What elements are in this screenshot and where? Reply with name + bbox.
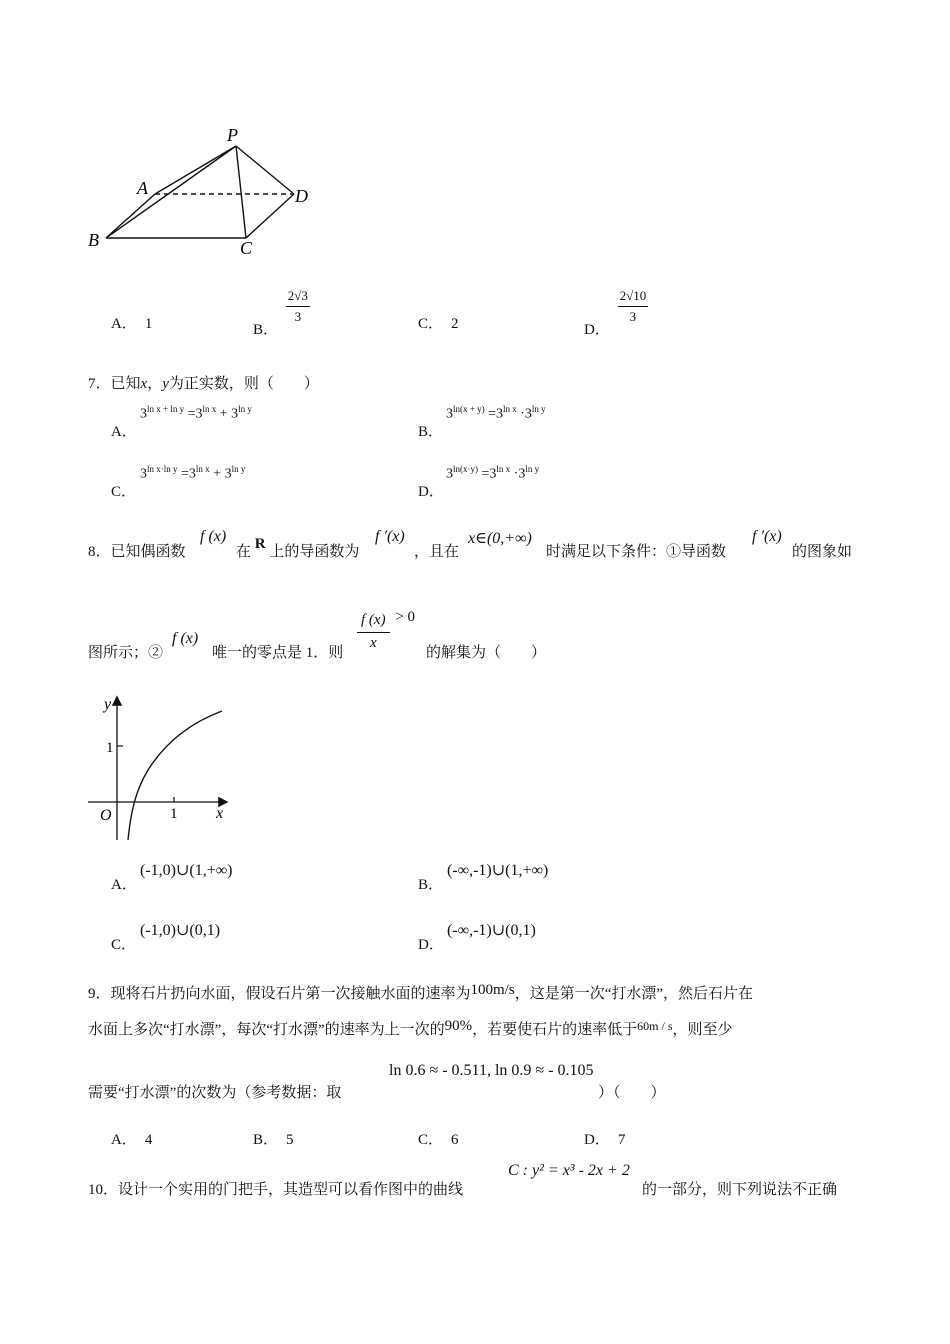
q7-option-b-expr: $3^{ln(x + y)} =3^{ln x} \cdot 3^{ln y}$: [446, 404, 546, 422]
q9-speed: 100m/s: [470, 982, 515, 998]
comma: ，: [147, 376, 163, 392]
q8-fx: [200, 528, 226, 546]
edge-PC: [236, 146, 246, 238]
q9-text: ，这是第一次“打水漂”，然后石片在: [514, 986, 754, 1002]
fraction-numerator: 2√3: [286, 288, 310, 307]
q9-option-a[interactable]: [111, 1128, 152, 1149]
q9-reference: ln 0.6 ≈ - 0.511, ln 0.9 ≈ - 0.105: [389, 1062, 594, 1079]
q8-option-a[interactable]: [111, 873, 137, 894]
q8-text: 在: [236, 544, 252, 560]
q8-fprime2: f ′(x): [752, 528, 782, 545]
option-value: 2: [451, 316, 459, 332]
q8-fprime: f ′(x): [375, 528, 405, 545]
q8-line2-mid: 唯一的零点是 1．则: [212, 645, 344, 661]
option-letter: A．: [111, 877, 137, 893]
option-value: 5: [286, 1132, 294, 1148]
q9-speed2: 60m / s: [637, 1019, 673, 1033]
q7-option-c-expr: $3^{ln x\cdot ln y} =3^{ln x} + 3^{ln y}$: [140, 464, 246, 482]
q7-option-d[interactable]: [418, 480, 444, 501]
stem-text: 7．已知: [88, 376, 141, 392]
q8-interval: x∈(0,+∞): [468, 530, 532, 547]
option-value: 1: [144, 316, 153, 332]
q8-option-c-value: (-1,0)∪(0,1): [140, 922, 221, 939]
option-letter: A．: [111, 1132, 137, 1148]
q8-line2-start: 图所示；②: [88, 645, 164, 661]
q9-text: ，则至少: [672, 1022, 733, 1038]
fraction: [357, 612, 390, 652]
q8-fraction: [357, 609, 416, 652]
edge-PB: [106, 146, 236, 238]
fraction-numerator: f (x): [357, 612, 390, 633]
q8-fx2: f (x): [172, 630, 199, 647]
option-letter: A．: [111, 424, 137, 440]
q8-text-tail: 的图象如: [792, 544, 853, 560]
edge-CD: [246, 194, 294, 238]
label-A: A: [137, 178, 148, 198]
q7-stem: [88, 372, 319, 393]
fraction-numerator: 2√10: [618, 288, 649, 307]
q8-line2-end: 的解集为（ ）: [426, 645, 547, 661]
q9-text: ，若要使石片的速率低于: [472, 1022, 638, 1038]
q9-text: 9．现将石片扔向水面，假设石片第一次接触水面的速率为: [88, 986, 471, 1002]
tick-label-x: 1: [170, 806, 178, 822]
q8-text-condition: 时满足以下条件：①导函数: [546, 544, 727, 560]
label-C: C: [240, 238, 253, 258]
q8-option-c[interactable]: [111, 933, 136, 954]
fraction-denominator: 3: [294, 309, 302, 324]
q8-option-d[interactable]: [418, 933, 444, 954]
option-letter: D．: [584, 1132, 610, 1148]
origin-label: O: [100, 807, 112, 824]
option-letter: D．: [418, 937, 444, 953]
real-set-symbol: R: [254, 536, 266, 552]
f-symbol: f: [200, 528, 205, 545]
q6-option-b[interactable]: [253, 288, 310, 338]
var-x: x: [140, 376, 148, 392]
option-letter: B．: [253, 321, 279, 338]
q8-text-zai: [236, 536, 360, 561]
derivative-graph: [84, 690, 234, 845]
axis-label-y: y: [104, 696, 112, 713]
q8-text: 上的导函数为: [269, 544, 360, 560]
q8-text: 8．已知偶函数: [88, 544, 186, 560]
q10-line1-end: 的一部分，则下列说法不正确: [642, 1182, 838, 1198]
q9-line2: [88, 1018, 733, 1039]
edge-AB: [106, 194, 155, 238]
stem-tail: 为正实数，则（ ）: [168, 376, 319, 392]
option-letter: C．: [111, 484, 137, 500]
option-value: 6: [451, 1132, 459, 1148]
label-D: D: [295, 186, 308, 206]
q7-option-c[interactable]: [111, 480, 136, 501]
q6-option-d[interactable]: [584, 288, 648, 338]
q7-option-a[interactable]: [111, 420, 137, 441]
q8-option-d-value: (-∞,-1)∪(0,1): [447, 922, 536, 939]
option-letter: D．: [584, 321, 610, 338]
edge-PA: [155, 146, 236, 194]
fraction-denominator: x: [369, 635, 377, 651]
q10-line1-start: 10．设计一个实用的门把手，其造型可以看作图中的曲线: [88, 1182, 464, 1198]
edge-PD: [236, 146, 294, 194]
q6-option-c[interactable]: [418, 312, 459, 333]
option-letter: B．: [253, 1132, 279, 1148]
q9-percent: 90%: [444, 1018, 473, 1034]
option-letter: C．: [418, 1132, 444, 1148]
var-y: y: [162, 376, 169, 392]
q10-curve: C : y² = x³ - 2x + 2: [508, 1162, 630, 1179]
option-letter: C．: [418, 316, 444, 332]
q9-option-d[interactable]: [584, 1128, 625, 1149]
option-letter: A．: [111, 316, 137, 332]
fraction: [286, 288, 310, 325]
f-arg: (x): [208, 528, 227, 545]
label-P: P: [227, 125, 238, 145]
option-letter: C．: [111, 937, 137, 953]
q9-line1: [88, 982, 753, 1003]
option-letter: B．: [418, 424, 444, 440]
tick-label-y: 1: [106, 740, 114, 756]
fraction: [618, 288, 649, 325]
q9-option-c[interactable]: [418, 1128, 459, 1149]
fraction-denominator: 3: [629, 309, 637, 324]
option-letter: B．: [418, 877, 444, 893]
q7-option-d-expr: $3^{ln(x\cdot y)} =3^{ln x} \cdot 3^{ln y}$: [446, 464, 540, 482]
q6-option-a[interactable]: [111, 312, 152, 333]
q7-option-a-expr: $3^{ln x + ln y} =3^{ln x} + 3^{ln y}$: [140, 404, 252, 422]
q9-option-b[interactable]: [253, 1128, 294, 1149]
axis-label-x: x: [216, 805, 224, 822]
inequality: > 0: [395, 609, 416, 626]
pyramid-figure: [80, 120, 330, 265]
q9-line3-end: ）（ ）: [598, 1085, 666, 1101]
option-value: 7: [617, 1132, 626, 1148]
label-B: B: [88, 230, 99, 250]
q8-line1: [88, 540, 186, 561]
q8-text-qiezai: ，且在: [414, 544, 460, 560]
q8-option-b[interactable]: [418, 873, 443, 894]
q9-text: 水面上多次“打水漂”，每次“打水漂”的速率为上一次的: [88, 1022, 445, 1038]
option-value: 4: [144, 1132, 153, 1148]
option-letter: D．: [418, 484, 444, 500]
q7-option-b[interactable]: [418, 420, 443, 441]
q9-line3-start: 需要“打水漂”的次数为（参考数据：取: [88, 1085, 342, 1101]
q8-option-b-value: (-∞,-1)∪(1,+∞): [447, 862, 549, 879]
q8-option-a-value: (-1,0)∪(1,+∞): [140, 862, 233, 879]
